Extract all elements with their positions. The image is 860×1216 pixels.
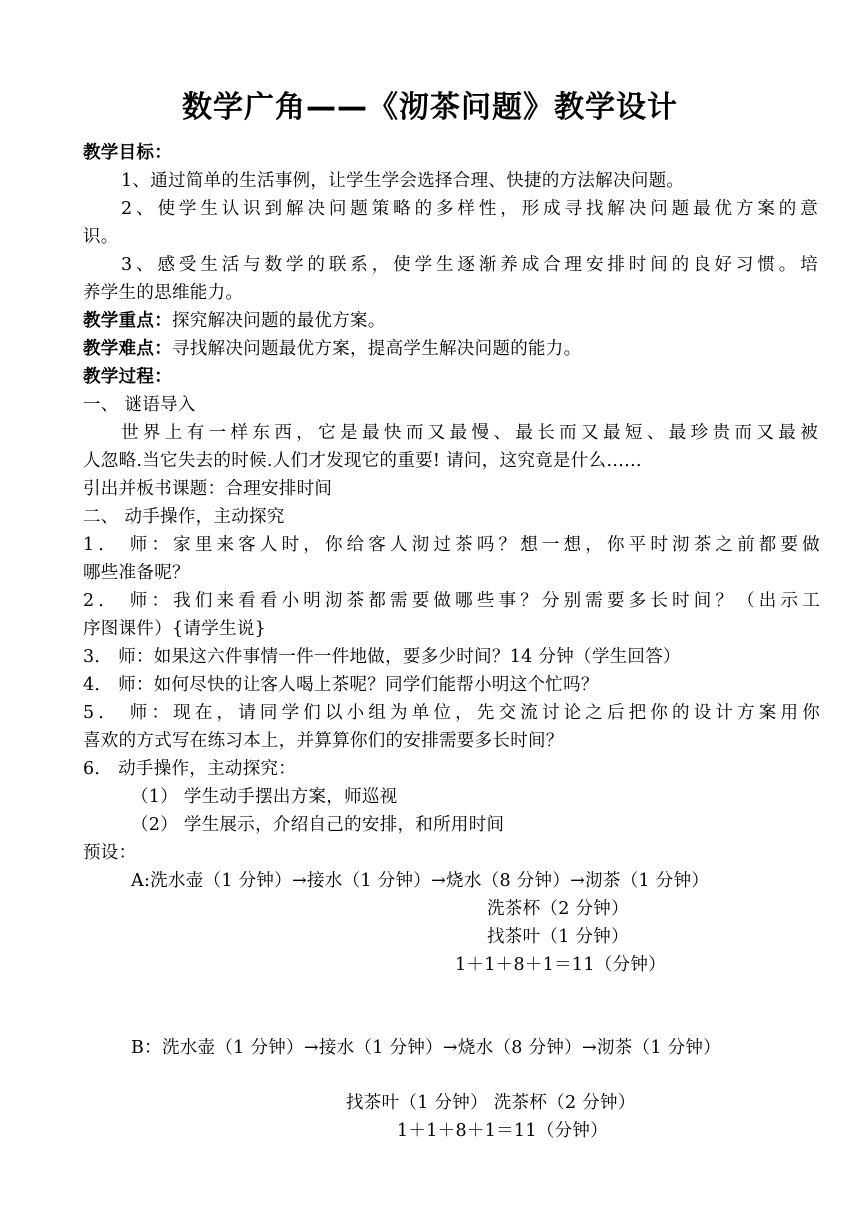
section-1-title: 一、 谜语导入 (83, 395, 196, 415)
plan-b-parallel: 找茶叶（1 分钟） 洗茶杯（2 分钟） (346, 1093, 636, 1113)
item-2-line-1: 2． 师：我们来看看小明沏茶都需要做哪些事？分别需要多长时间？（出示工 (83, 591, 820, 611)
preset-label: 预设： (83, 843, 137, 863)
item-2-line-2: 序图课件）{请学生说} (83, 619, 267, 639)
riddle-line-1: 世界上有一样东西，它是最快而又最慢、最长而又最短、最珍贵而又最被 (121, 423, 818, 443)
goal-3-line-1: 3、感受生活与数学的联系，使学生逐渐养成合理安排时间的良好习惯。培 (121, 255, 818, 275)
goal-2-line-2: 识。 (83, 227, 119, 247)
key-point-text: 探究解决问题的最优方案。 (172, 311, 386, 331)
process-heading: 教学过程： (83, 367, 172, 387)
key-point (83, 307, 386, 335)
difficulty (83, 335, 581, 363)
item-1-line-2: 哪些准备呢？ (83, 563, 190, 583)
goals-heading: 教学目标： (83, 143, 172, 163)
difficulty-label: 教学难点： (83, 339, 172, 359)
riddle-line-2: 人忽略.当它失去的时候.人们才发现它的重要! 请问，这究竟是什么…… (83, 451, 642, 471)
plan-a-parallel-2: 找茶叶（1 分钟） (487, 927, 629, 947)
goal-1: 1、通过简单的生活事例，让学生学会选择合理、快捷的方法解决问题。 (121, 171, 685, 191)
plan-b-total: 1＋1＋8＋1＝11（分钟） (397, 1121, 609, 1141)
goal-3-line-2: 养学生的思维能力。 (83, 283, 244, 303)
item-5-line-2: 喜欢的方式写在练习本上，并算算你们的安排需要多长时间？ (83, 731, 564, 751)
item-5-line-1: 5． 师：现在，请同学们以小组为单位，先交流讨论之后把你的设计方案用你 (83, 703, 820, 723)
plan-b-sequence: B：洗水壶（1 分钟）→接水（1 分钟）→烧水（8 分钟）→沏茶（1 分钟） (131, 1038, 722, 1058)
item-6-sub-1: （1） 学生动手摆出方案，师巡视 (131, 787, 398, 807)
section-2-title: 二、 动手操作，主动探究 (83, 507, 285, 527)
plan-a-parallel-1: 洗茶杯（2 分钟） (487, 899, 629, 919)
goal-2-line-1: 2、使学生认识到解决问题策略的多样性，形成寻找解决问题最优方案的意 (121, 199, 818, 219)
item-4: 4． 师：如何尽快的让客人喝上茶呢？同学们能帮小明这个忙吗？ (83, 675, 599, 695)
item-1-line-1: 1． 师：家里来客人时，你给客人沏过茶吗？想一想，你平时沏茶之前都要做 (83, 535, 820, 555)
item-6-sub-2: （2） 学生展示，介绍自己的安排，和所用时间 (131, 815, 505, 835)
document-title: 数学广角——《沏茶问题》教学设计 (182, 90, 678, 125)
plan-a-total: 1＋1＋8＋1＝11（分钟） (455, 955, 667, 975)
item-6: 6． 动手操作，主动探究： (83, 759, 297, 779)
item-3: 3． 师：如果这六件事情一件一件地做，要多少时间？14 分钟（学生回答） (83, 647, 681, 667)
key-point-label: 教学重点： (83, 311, 172, 331)
difficulty-text: 寻找解决问题最优方案，提高学生解决问题的能力。 (172, 339, 582, 359)
lesson-topic: 引出并板书课题：合理安排时间 (83, 479, 333, 499)
plan-a-sequence: A:洗水壶（1 分钟）→接水（1 分钟）→烧水（8 分钟）→沏茶（1 分钟） (131, 871, 710, 891)
